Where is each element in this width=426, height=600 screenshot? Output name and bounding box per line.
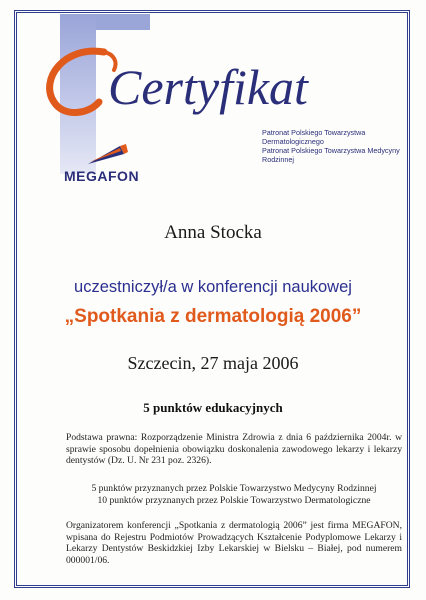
patronage-line-1: Patronat Polskiego Towarzystwa Dermatologicznego bbox=[262, 128, 366, 146]
points-detail-line-1: 5 punktów przyznanych przez Polskie Towarzystwo Medycyny Rodzinnej bbox=[91, 483, 377, 494]
certificate-title bbox=[34, 40, 414, 130]
megaphone-icon bbox=[80, 142, 130, 168]
participant-name: Anna Stocka bbox=[164, 222, 262, 243]
points-detail bbox=[66, 483, 402, 506]
megafon-logo bbox=[64, 142, 144, 192]
patronage-line-2: Patronat Polskiego Towarzystwa Medycyny Rodzinnej bbox=[262, 146, 400, 164]
points-heading: 5 punktów edukacyjnych bbox=[143, 400, 283, 415]
points-detail-line-2: 10 punktów przyznanych przez Polskie Towarzystwo Dermatologiczne bbox=[97, 494, 371, 506]
organizer-statement: Organizatorem konferencji „Spotkania z dermatologią 2006” jest firma MEGAFON, wpisana do Rejestru Podmiotów Prowadzących Kształcenie Podyplomowe Lekarzy i Lekarzy Dentystów Beskidzkiej Izby Lekarskiej w Bielsku – Białej, pod numerem 000001/06. bbox=[66, 520, 402, 566]
title-text: Certyfikat bbox=[108, 59, 308, 115]
legal-basis: Podstawa prawna: Rozporządzenie Ministra Zdrowia z dnia 6 października 2004r. w sprawie sposobu dopełnienia obowiązku doskonalenia zawodowego lekarzy i lekarzy dentystów (Dz. U. Nr 231 poz. 2326). bbox=[66, 432, 402, 466]
logo-text: MEGAFON bbox=[64, 168, 140, 184]
place-and-date: Szczecin, 27 maja 2006 bbox=[127, 353, 299, 373]
conference-name: „Spotkania z dermatologią 2006” bbox=[64, 306, 362, 327]
patronage-lines bbox=[262, 128, 426, 164]
participation-statement: uczestniczył/a w konferencji naukowej bbox=[74, 278, 352, 296]
